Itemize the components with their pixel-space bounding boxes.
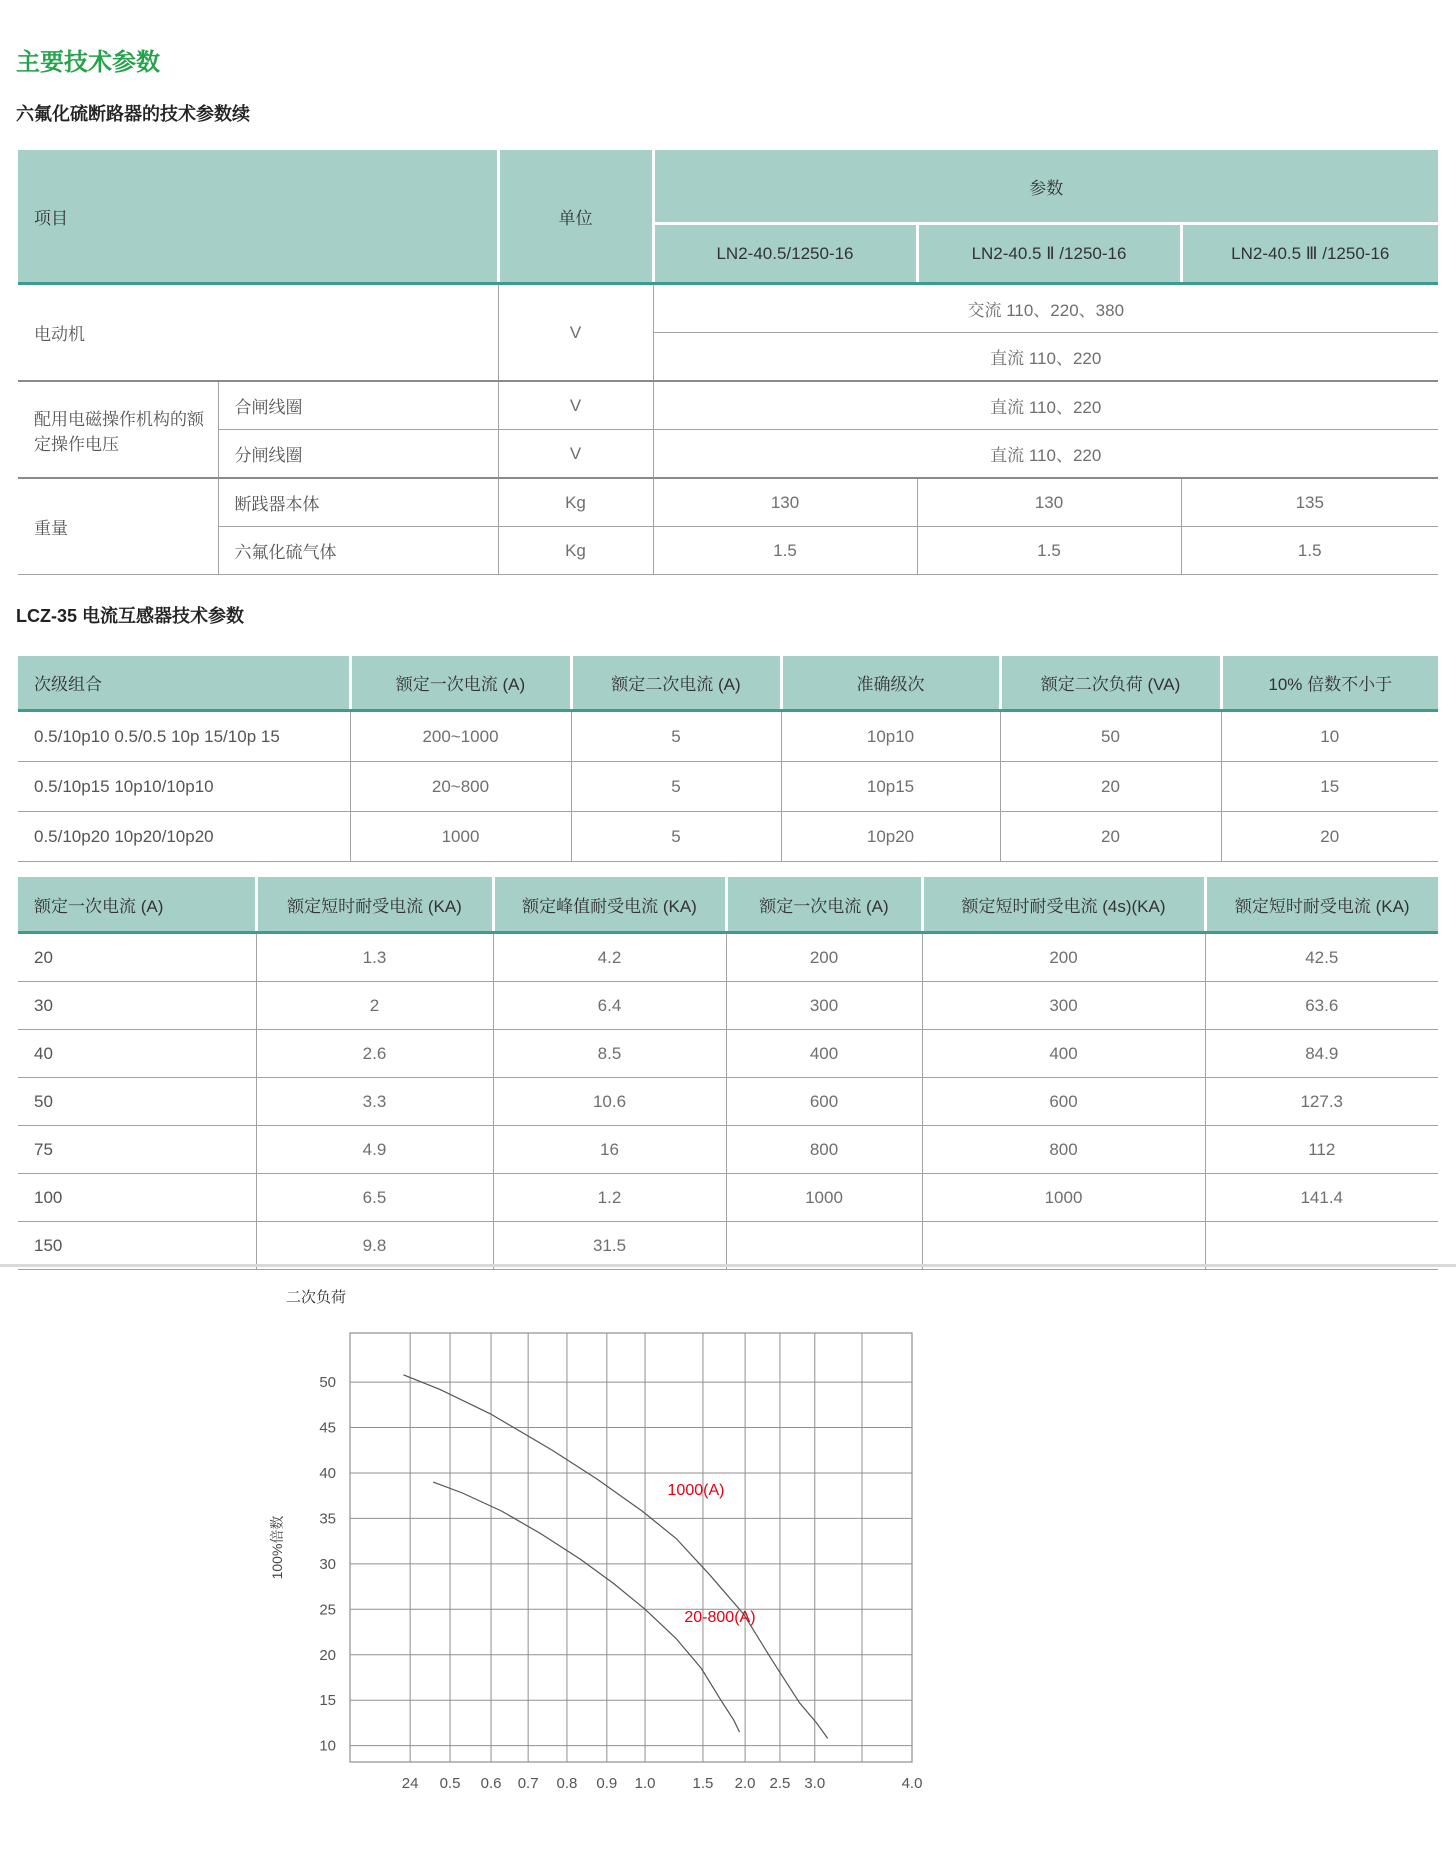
y-axis-title: 100%倍数 [269,1515,285,1580]
table-cell: 84.9 [1205,1030,1438,1078]
table-cell: 63.6 [1205,982,1438,1030]
value-cell: 130 [653,478,917,527]
unit-cell: V [498,284,653,382]
table-row [18,1174,1438,1222]
table-cell: 1000 [350,812,571,862]
table3-body [18,877,1438,1270]
value-cell: 交流 110、220、380 [653,284,1438,333]
x-tick-label: 0.7 [517,1775,539,1792]
header-model: LN2-40.5 Ⅲ /1250-16 [1181,224,1438,284]
table-row [18,527,1438,575]
value-cell: 130 [917,478,1181,527]
table-cell: 0.5/10p15 10p10/10p10 [18,762,350,812]
x-tick-label: 0.6 [480,1775,502,1792]
table-cell: 10p15 [781,762,1000,812]
secondary-load-chart [240,1318,1040,1838]
table-cell: 600 [922,1078,1205,1126]
table-cell: 2 [256,982,493,1030]
x-tick-label: 1.5 [692,1775,714,1792]
header-model: LN2-40.5/1250-16 [653,224,917,284]
unit-cell: Kg [498,478,653,527]
unit-cell: V [498,430,653,479]
table-cell: 5 [571,711,781,762]
table-cell: 50 [18,1078,256,1126]
x-tick-label: 4.0 [901,1775,923,1792]
value-cell: 1.5 [653,527,917,575]
header-model: LN2-40.5 Ⅱ /1250-16 [917,224,1181,284]
row-sublabel-sf6-gas: 六氟化硫气体 [218,527,498,575]
withstand-current-table [18,877,1438,1270]
table-cell: 20 [1000,812,1221,862]
section-divider [0,1264,1456,1267]
table-cell: 40 [18,1030,256,1078]
table-cell: 5 [571,762,781,812]
row-label-weight: 重量 [18,478,218,575]
row-sublabel-close-coil: 合闸线圈 [218,381,498,430]
table-row [18,812,1438,862]
y-tick-label: 40 [319,1464,336,1482]
column-header: 次级组合 [18,656,350,711]
column-header: 额定短时耐受电流 (KA) [1205,877,1438,933]
value-cell: 1.5 [917,527,1181,575]
table-cell: 9.8 [256,1222,493,1270]
header-param: 参数 [653,150,1438,224]
x-tick-label: 0.5 [439,1775,461,1792]
row-label-mechanism: 配用电磁操作机构的额定操作电压 [18,381,218,478]
y-tick-label: 15 [319,1692,336,1710]
header-item: 项目 [18,150,498,284]
unit-cell: Kg [498,527,653,575]
curve-1000(A) [403,1375,827,1739]
table1-caption: 六氟化硫断路器的技术参数续 [16,104,250,124]
table-row [18,762,1438,812]
value-cell: 135 [1181,478,1438,527]
x-tick-label: 2.0 [734,1775,756,1792]
y-tick-label: 25 [319,1601,336,1619]
chart-canvas [240,1318,1040,1838]
row-sublabel-open-coil: 分闸线圈 [218,430,498,479]
column-header: 额定一次电流 (A) [18,877,256,933]
table2-body [18,656,1438,862]
curve-20-800(A) [433,1482,739,1732]
table-row [18,381,1438,430]
table-header-row [18,150,1438,224]
column-header: 准确级次 [781,656,1000,711]
column-header: 额定峰值耐受电流 (KA) [493,877,726,933]
table-cell: 20 [18,933,256,982]
table-cell: 141.4 [1205,1174,1438,1222]
table-cell: 6.5 [256,1174,493,1222]
table-cell: 4.9 [256,1126,493,1174]
lcz35-ct-parameters-table [18,656,1438,862]
column-header: 额定一次电流 (A) [726,877,922,933]
table-cell: 5 [571,812,781,862]
table-cell: 6.4 [493,982,726,1030]
row-sublabel-breaker-body: 断践器本体 [218,478,498,527]
table-cell: 0.5/10p10 0.5/0.5 10p 15/10p 15 [18,711,350,762]
table-cell: 10 [1221,711,1438,762]
column-header: 10% 倍数不小于 [1221,656,1438,711]
value-cell: 直流 110、220 [653,381,1438,430]
column-header: 额定二次电流 (A) [571,656,781,711]
curve-label: 20-800(A) [684,1609,756,1627]
table-cell: 20~800 [350,762,571,812]
table-cell: 0.5/10p20 10p20/10p20 [18,812,350,862]
table-cell: 1.3 [256,933,493,982]
x-tick-label: 3.0 [804,1775,826,1792]
table-cell: 300 [922,982,1205,1030]
table-cell: 1000 [726,1174,922,1222]
x-tick-label: 0.8 [556,1775,578,1792]
table-row [18,1222,1438,1270]
table-cell: 20 [1221,812,1438,862]
table-cell: 4.2 [493,933,726,982]
table-cell [1205,1222,1438,1270]
table-row [18,478,1438,527]
y-tick-label: 30 [319,1555,336,1573]
table-cell: 800 [726,1126,922,1174]
column-header: 额定短时耐受电流 (4s)(KA) [922,877,1205,933]
table-cell: 200~1000 [350,711,571,762]
y-tick-label: 45 [319,1419,336,1437]
table-cell: 31.5 [493,1222,726,1270]
table-cell: 112 [1205,1126,1438,1174]
table-row [18,1078,1438,1126]
table-cell: 127.3 [1205,1078,1438,1126]
table-cell: 10p10 [781,711,1000,762]
table-cell: 200 [726,933,922,982]
x-tick-label: 24 [401,1775,419,1792]
table-cell: 75 [18,1126,256,1174]
value-cell: 直流 110、220 [653,430,1438,479]
table-cell: 600 [726,1078,922,1126]
column-header: 额定二次负荷 (VA) [1000,656,1221,711]
table-cell: 10p20 [781,812,1000,862]
table-header-row [18,656,1438,711]
column-header: 额定一次电流 (A) [350,656,571,711]
table-row [18,430,1438,479]
table-row [18,1030,1438,1078]
x-tick-label: 0.9 [596,1775,618,1792]
table-row [18,711,1438,762]
table-cell: 10.6 [493,1078,726,1126]
y-tick-label: 10 [319,1737,336,1755]
value-cell: 直流 110、220 [653,333,1438,382]
table-header-row [18,877,1438,933]
table-row [18,284,1438,333]
table-cell: 400 [726,1030,922,1078]
table-cell: 3.3 [256,1078,493,1126]
header-unit: 单位 [498,150,653,284]
table-cell: 2.6 [256,1030,493,1078]
table-row [18,1126,1438,1174]
table-row [18,982,1438,1030]
table-cell [726,1222,922,1270]
chart-title: 二次负荷 [286,1289,347,1306]
table2-caption: LCZ-35 电流互感器技术参数 [16,606,245,626]
table-cell: 8.5 [493,1030,726,1078]
x-tick-label: 1.0 [634,1775,656,1792]
table-cell: 200 [922,933,1205,982]
sf6-breaker-parameters-table [18,150,1438,575]
table-cell: 42.5 [1205,933,1438,982]
table-cell: 1000 [922,1174,1205,1222]
table-cell: 30 [18,982,256,1030]
table-cell: 16 [493,1126,726,1174]
table-cell: 20 [1000,762,1221,812]
x-tick-label: 2.5 [769,1775,791,1792]
table-cell: 800 [922,1126,1205,1174]
table-cell: 100 [18,1174,256,1222]
plot-border [350,1333,912,1762]
value-cell: 1.5 [1181,527,1438,575]
y-tick-label: 20 [319,1646,336,1664]
table-cell: 150 [18,1222,256,1270]
unit-cell: V [498,381,653,430]
table-cell: 15 [1221,762,1438,812]
table-cell: 1.2 [493,1174,726,1222]
row-label-motor: 电动机 [18,284,498,382]
y-tick-label: 50 [319,1374,336,1392]
curve-label: 1000(A) [667,1481,725,1499]
table-row [18,933,1438,982]
column-header: 额定短时耐受电流 (KA) [256,877,493,933]
page-title: 主要技术参数 [16,49,160,76]
table-cell: 400 [922,1030,1205,1078]
table-cell [922,1222,1205,1270]
table-cell: 50 [1000,711,1221,762]
table-cell: 300 [726,982,922,1030]
y-tick-label: 35 [319,1510,336,1528]
